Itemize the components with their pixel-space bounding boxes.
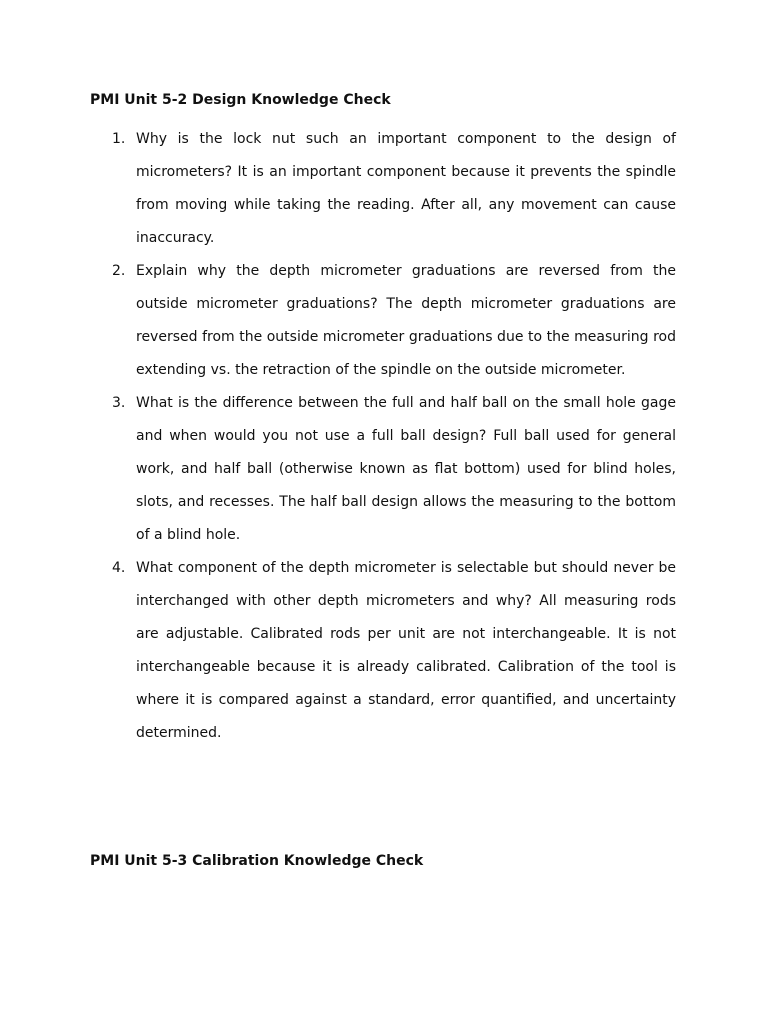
- question-text: Why is the lock nut such an important component to the design of micrometers? It is an important component because it prevents the spindle from moving while taking the reading. After all, any movement can cause inaccuracy.: [136, 131, 676, 246]
- question-item-1: [0, 123, 768, 255]
- question-number: 1.: [112, 131, 126, 147]
- question-number: 2.: [112, 263, 126, 279]
- question-text: Explain why the depth micrometer graduations are reversed from the outside micrometer graduations? The depth micrometer graduations are reversed from the outside micrometer graduations due to the measuring rod extending vs. the retraction of the spindle on the outside micrometer.: [136, 263, 676, 378]
- question-text: What is the difference between the full and half ball on the small hole gage and when would you not use a full ball design? Full ball used for general work, and half ball (otherwise known as flat bottom) used for blind holes, slots, and recesses. The half ball design allows the measuring to the bottom of a blind hole.: [136, 395, 676, 543]
- question-item-3: [0, 387, 768, 552]
- question-text: What component of the depth micrometer is selectable but should never be interchanged with other depth micrometers and why? All measuring rods are adjustable. Calibrated rods per unit are not interchangeable. It is not interchangeable because it is already calibrated. Calibration of the tool is where it is compared against a standard, error quantified, and uncertainty determined.: [136, 560, 676, 741]
- section-title-unit-5-2: PMI Unit 5-2 Design Knowledge Check: [90, 92, 391, 108]
- question-number: 4.: [112, 560, 126, 576]
- section-title-unit-5-3: PMI Unit 5-3 Calibration Knowledge Check: [90, 853, 424, 869]
- question-item-4: [0, 552, 768, 750]
- question-list: [0, 123, 768, 750]
- question-number: 3.: [112, 395, 126, 411]
- question-item-2: [0, 255, 768, 387]
